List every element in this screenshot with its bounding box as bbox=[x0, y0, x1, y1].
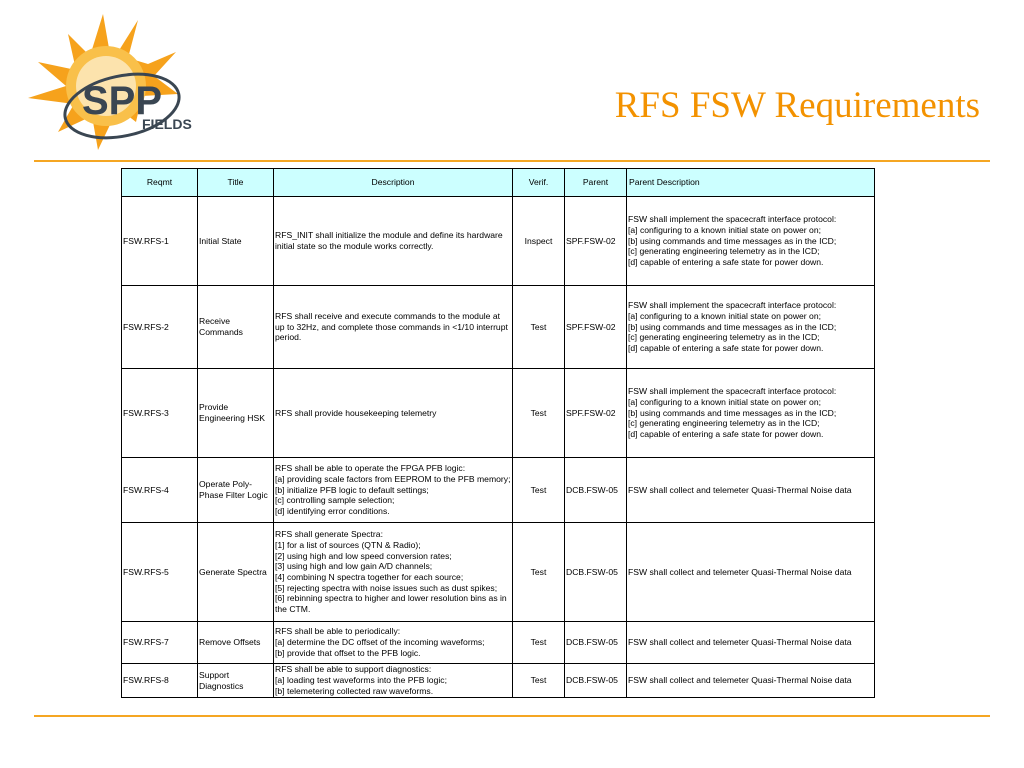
table-row bbox=[122, 523, 875, 622]
cell-parent: SPF.FSW-02 bbox=[565, 197, 627, 286]
parent-description-line: [b] using commands and time messages as in the ICD; bbox=[628, 321, 837, 332]
cell-description bbox=[274, 286, 513, 369]
cell-description bbox=[274, 369, 513, 458]
parent-description-line: FSW shall implement the spacecraft interface protocol: bbox=[628, 300, 837, 311]
header-reqmt: Reqmt bbox=[122, 169, 198, 197]
table-row bbox=[122, 458, 875, 523]
cell-verif: Inspect bbox=[513, 197, 565, 286]
table-row bbox=[122, 197, 875, 286]
parent-description-line: FSW shall implement the spacecraft interface protocol: bbox=[628, 386, 837, 397]
header-divider bbox=[34, 160, 990, 162]
table-row bbox=[122, 286, 875, 369]
description-line: [1] for a list of sources (QTN & Radio); bbox=[275, 539, 421, 550]
parent-description-line: FSW shall collect and telemeter Quasi-Thermal Noise data bbox=[628, 484, 852, 495]
cell-description bbox=[274, 458, 513, 523]
parent-description-line: [c] generating engineering telemetry as in the ICD; bbox=[628, 332, 820, 343]
parent-description-line: [a] configuring to a known initial state on power on; bbox=[628, 310, 821, 321]
cell-reqmt: FSW.RFS-7 bbox=[122, 622, 198, 664]
description-line: [4] combining N spectra together for each source; bbox=[275, 572, 464, 582]
table-header-row bbox=[122, 169, 875, 197]
cell-parent-description bbox=[627, 664, 875, 698]
cell-title: Generate Spectra bbox=[198, 523, 274, 622]
description-line: RFS shall generate Spectra: bbox=[275, 529, 383, 540]
cell-description bbox=[274, 523, 513, 622]
description-line: [d] identifying error conditions. bbox=[275, 506, 390, 517]
parent-description-line: [b] using commands and time messages as in the ICD; bbox=[628, 235, 837, 246]
cell-parent-description bbox=[627, 286, 875, 369]
cell-parent: DCB.FSW-05 bbox=[565, 664, 627, 698]
cell-parent-description bbox=[627, 458, 875, 523]
cell-verif: Test bbox=[513, 369, 565, 458]
cell-verif: Test bbox=[513, 622, 565, 664]
cell-parent: SPF.FSW-02 bbox=[565, 286, 627, 369]
page-title: RFS FSW Requirements bbox=[614, 85, 980, 126]
parent-description-line: FSW shall implement the spacecraft interface protocol: bbox=[628, 214, 837, 225]
cell-verif: Test bbox=[513, 458, 565, 523]
cell-parent: DCB.FSW-05 bbox=[565, 523, 627, 622]
cell-description bbox=[274, 664, 513, 698]
cell-reqmt: FSW.RFS-8 bbox=[122, 664, 198, 698]
description-line: [3] using high and low gain A/D channels; bbox=[275, 561, 433, 572]
header-verif: Verif. bbox=[513, 169, 565, 197]
cell-reqmt: FSW.RFS-2 bbox=[122, 286, 198, 369]
cell-reqmt: FSW.RFS-1 bbox=[122, 197, 198, 286]
description-line: RFS shall be able to operate the FPGA PFB logic: bbox=[275, 463, 466, 474]
header-description: Description bbox=[274, 169, 513, 197]
table-row bbox=[122, 664, 875, 698]
cell-parent-description bbox=[627, 369, 875, 458]
description-line: RFS shall receive and execute commands to the module at up to 32Hz, and complete those commands in <1/10 interrupt period. bbox=[275, 310, 508, 343]
cell-parent: DCB.FSW-05 bbox=[565, 458, 627, 523]
description-line: [b] telemetering collected raw waveforms. bbox=[275, 685, 434, 696]
parent-description-line: FSW shall collect and telemeter Quasi-Thermal Noise data bbox=[628, 637, 852, 648]
description-line: [6] rebinning spectra to higher and lower resolution bins as in the CTM. bbox=[275, 593, 507, 615]
cell-description bbox=[274, 197, 513, 286]
cell-parent: DCB.FSW-05 bbox=[565, 622, 627, 664]
description-line: RFS shall provide housekeeping telemetry bbox=[275, 407, 437, 418]
cell-verif: Test bbox=[513, 523, 565, 622]
spp-fields-logo bbox=[18, 12, 233, 157]
parent-description-line: [d] capable of entering a safe state for power down. bbox=[628, 343, 824, 354]
logo-text-sub: FIELDS bbox=[142, 116, 192, 132]
description-line: RFS shall be able to periodically: bbox=[275, 626, 401, 637]
cell-title: Operate Poly-Phase Filter Logic bbox=[198, 458, 274, 523]
description-line: [2] using high and low speed conversion rates; bbox=[275, 550, 452, 561]
parent-description-line: [a] configuring to a known initial state on power on; bbox=[628, 224, 821, 235]
cell-description bbox=[274, 622, 513, 664]
description-line: [b] initialize PFB logic to default settings; bbox=[275, 484, 429, 495]
cell-parent-description bbox=[627, 622, 875, 664]
description-line: RFS_INIT shall initialize the module and define its hardware initial state so the module works correctly. bbox=[275, 230, 503, 251]
cell-reqmt: FSW.RFS-4 bbox=[122, 458, 198, 523]
table-row bbox=[122, 622, 875, 664]
parent-description-line: [b] using commands and time messages as in the ICD; bbox=[628, 407, 837, 418]
description-line: [b] provide that offset to the PFB logic. bbox=[275, 647, 421, 658]
description-line: [c] controlling sample selection; bbox=[275, 495, 395, 506]
cell-title: Initial State bbox=[198, 197, 274, 286]
cell-title: Provide Engineering HSK bbox=[198, 369, 274, 458]
cell-title: Support Diagnostics bbox=[198, 664, 274, 698]
header-title: Title bbox=[198, 169, 274, 197]
description-line: [a] loading test waveforms into the PFB logic; bbox=[275, 675, 447, 686]
description-line: [5] rejecting spectra with noise issues such as dust spikes; bbox=[275, 582, 498, 593]
description-line: [a] providing scale factors from EEPROM to the PFB memory; bbox=[275, 473, 511, 484]
logo-text-main: SPP bbox=[82, 79, 163, 123]
description-line: RFS shall be able to support diagnostics: bbox=[275, 664, 432, 675]
cell-verif: Test bbox=[513, 286, 565, 369]
cell-parent: SPF.FSW-02 bbox=[565, 369, 627, 458]
table-row bbox=[122, 369, 875, 458]
description-line: [a] determine the DC offset of the incoming waveforms; bbox=[275, 637, 485, 648]
parent-description-line: [c] generating engineering telemetry as in the ICD; bbox=[628, 418, 820, 429]
requirements-table bbox=[121, 168, 875, 698]
parent-description-line: [d] capable of entering a safe state for power down. bbox=[628, 257, 824, 268]
cell-reqmt: FSW.RFS-5 bbox=[122, 523, 198, 622]
cell-title: Remove Offsets bbox=[198, 622, 274, 664]
header-parent: Parent bbox=[565, 169, 627, 197]
parent-description-line: [d] capable of entering a safe state for power down. bbox=[628, 429, 824, 440]
cell-parent-description bbox=[627, 197, 875, 286]
parent-description-line: FSW shall collect and telemeter Quasi-Thermal Noise data bbox=[628, 566, 852, 577]
cell-verif: Test bbox=[513, 664, 565, 698]
header-parent-description: Parent Description bbox=[627, 169, 875, 197]
parent-description-line: FSW shall collect and telemeter Quasi-Thermal Noise data bbox=[628, 675, 852, 686]
parent-description-line: [a] configuring to a known initial state on power on; bbox=[628, 396, 821, 407]
footer-divider bbox=[34, 715, 990, 717]
cell-reqmt: FSW.RFS-3 bbox=[122, 369, 198, 458]
cell-title: Receive Commands bbox=[198, 286, 274, 369]
cell-parent-description bbox=[627, 523, 875, 622]
parent-description-line: [c] generating engineering telemetry as in the ICD; bbox=[628, 246, 820, 257]
